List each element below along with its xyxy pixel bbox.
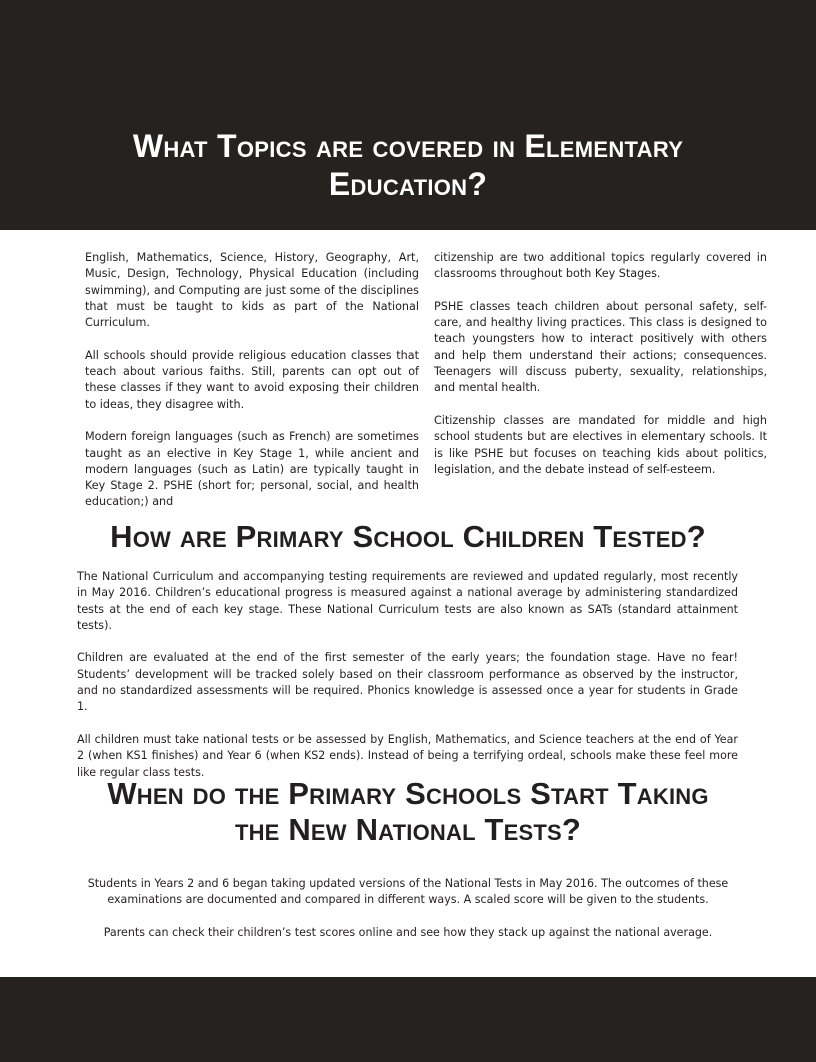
- footer-band: [0, 977, 816, 1062]
- testing-section-body: [77, 569, 738, 797]
- testing-paragraph: Children are evaluated at the end of the first semester of the early years; the foundation stage. Have no fear! Students’ development will be tracked solely based on their classroom performance as observed by the instructor, and no standardized assessments will be required. Phonics knowledge is assessed once a year for students in Grade 1.: [77, 651, 738, 714]
- topics-left-column: [85, 250, 419, 527]
- topics-paragraph: citizenship are two additional topics regularly covered in classrooms throughout both Key Stages.: [434, 251, 767, 281]
- testing-paragraph: All children must take national tests or be assessed by English, Mathematics, and Science teachers at the end of Year 2 (when KS1 finishes) and Year 6 (when KS2 ends). Instead of being a terrifying ordeal, schools make these feel more like regular class tests.: [77, 732, 738, 779]
- topics-paragraph: PSHE classes teach children about personal safety, self-care, and healthy living practices. This class is designed to teach youngsters how to interact positively with others and help them understand their actions; consequences. Teenagers will discuss puberty, sexuality, relationships, and mental health.: [434, 299, 767, 395]
- testing-section-heading: How are Primary School Children Tested?: [110, 519, 706, 554]
- page-title-line-1: What Topics are covered in Elementary: [132, 128, 684, 164]
- page-title-line-2: Education?: [328, 166, 488, 202]
- topics-paragraph: Citizenship classes are mandated for middle and high school students but are electives in elementary schools. It is like PSHE but focuses on teaching kids about politics, legislation, and the debate instead of self-esteem.: [434, 413, 767, 476]
- topics-paragraph: Modern foreign languages (such as French) are sometimes taught as an elective in Key Stage 1, while ancient and modern languages (such as Latin) are typically taught in Key Stage 2. PSHE (short for; personal, social, and health education;) and: [85, 430, 419, 509]
- topics-right-column: [434, 250, 767, 494]
- topics-paragraph: All schools should provide religious education classes that teach about various faiths. Still, parents can opt out of these classes if they want to avoid exposing their children to ideas, they disagree with.: [85, 348, 419, 411]
- national-tests-section-heading: [0, 776, 816, 848]
- topics-paragraph: English, Mathematics, Science, History, Geography, Art, Music, Design, Technology, Physical Education (including swimming), and Computing are just some of the disciplines that must be taught to kids as part of the National Curriculum.: [85, 251, 419, 330]
- national-tests-heading-line-2: the New National Tests?: [234, 812, 582, 847]
- national-tests-paragraph: Students in Years 2 and 6 began taking updated versions of the National Tests in May 2016. The outcomes of these examinations are documented and compared in different ways. A scaled score will be given to the students.: [87, 877, 729, 907]
- header-banner: [0, 0, 816, 230]
- national-tests-heading-line-1: When do the Primary Schools Start Taking: [107, 776, 709, 811]
- testing-paragraph: The National Curriculum and accompanying testing requirements are reviewed and updated regularly, most recently in May 2016. Children’s educational progress is measured against a national average by administering standardized tests at the end of each key stage. These National Curriculum tests are also known as SATs (standard attainment tests).: [77, 570, 738, 632]
- page-title: [0, 127, 816, 203]
- national-tests-section-body: [77, 876, 739, 957]
- national-tests-paragraph: Parents can check their children’s test scores online and see how they stack up against the national average.: [103, 925, 713, 939]
